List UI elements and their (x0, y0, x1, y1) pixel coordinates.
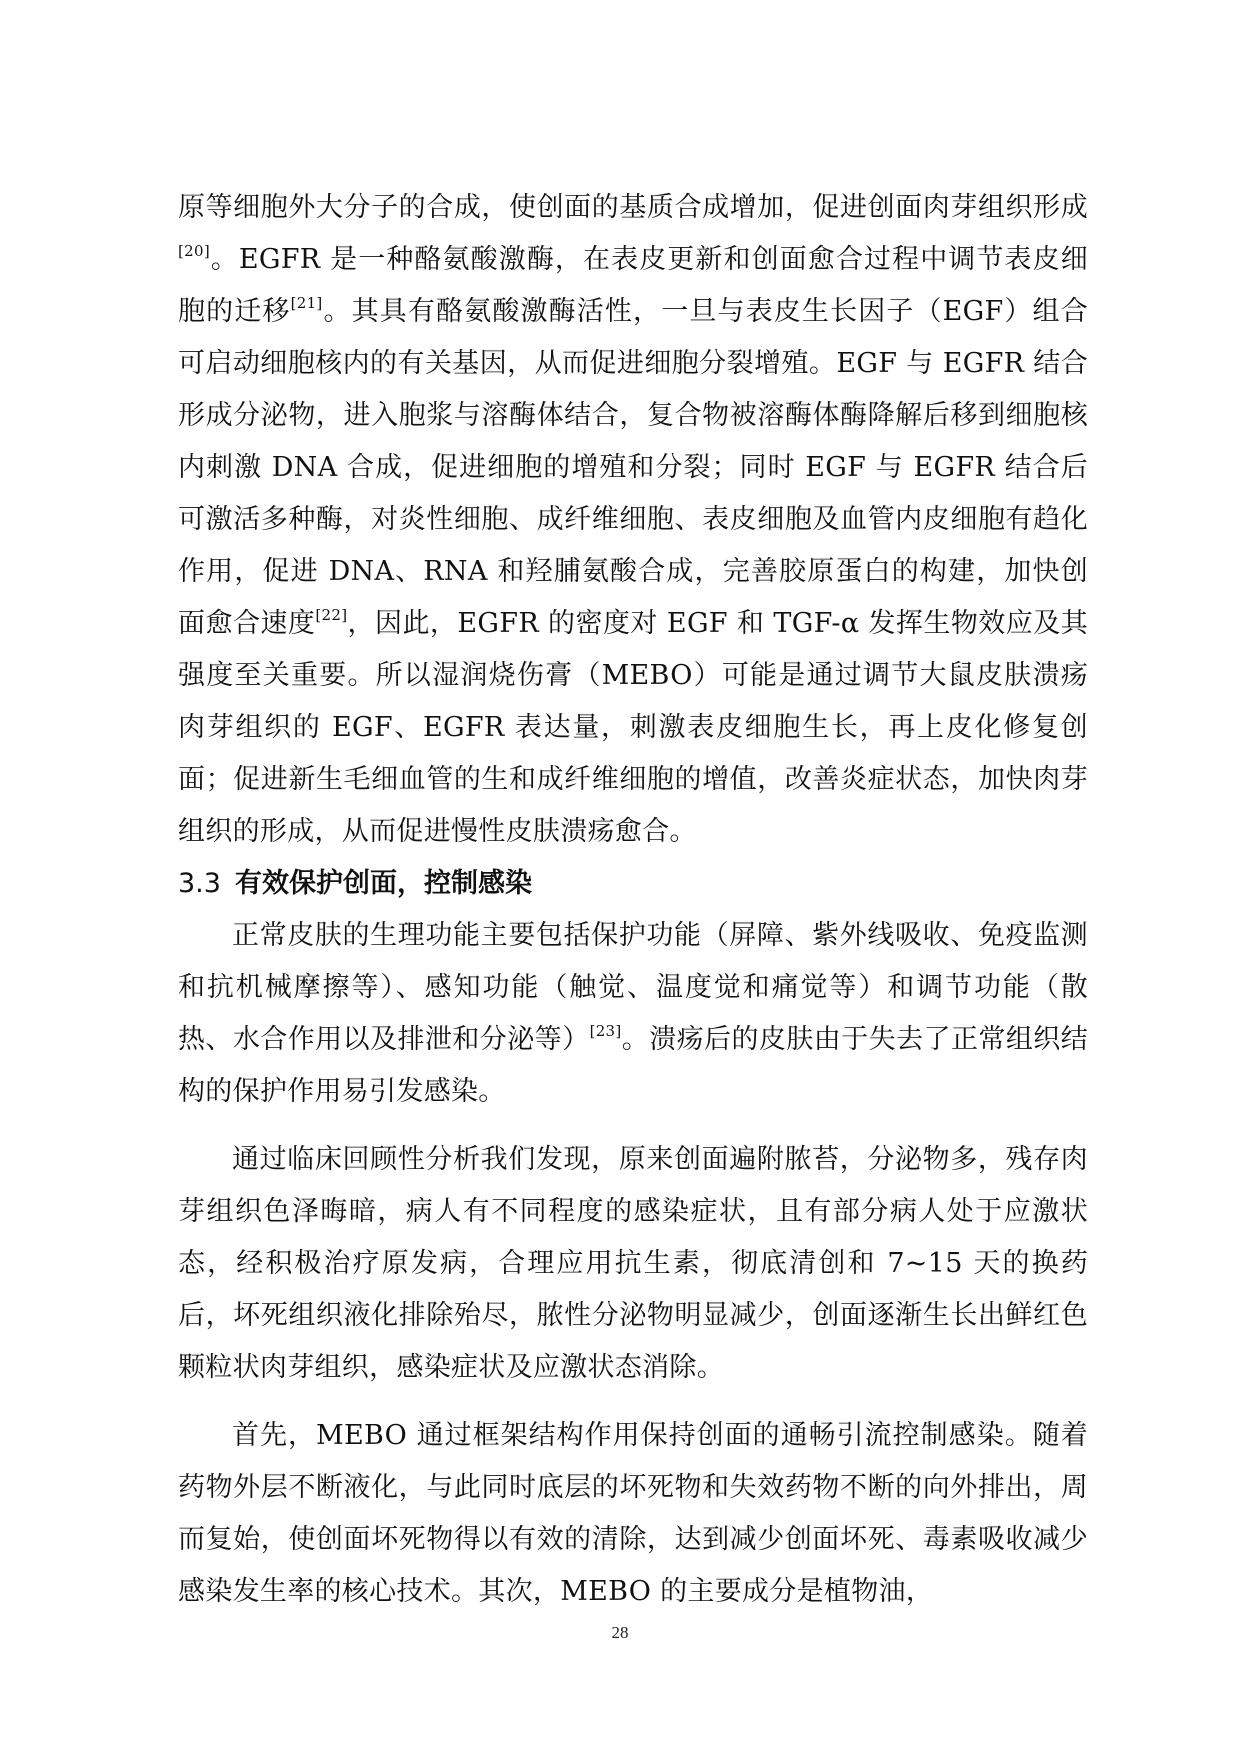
paragraph-text: 。EGFR 是一种酪氨酸激酶，在表皮更新和创面愈合过程中调节表皮细胞的迁移 (178, 244, 1088, 327)
page-body (178, 182, 1088, 1618)
citation-ref: [23] (589, 1022, 622, 1040)
paragraph-clinical-review (178, 1134, 1088, 1394)
paragraph-text: 首先，MEBO 通过框架结构作用保持创面的通畅引流控制感染。随着药物外层不断液化，与此同时底层的坏死物和失效药物不断的向外排出，周而复始，使创面坏死物得以有效的清除，达到减少创面坏死、毒素吸收减少感染发生率的核心技术。其次，MEBO 的主要成分是植物油， (178, 1420, 1088, 1607)
paragraph-text: 。溃疡后的皮肤由于失去了正常组织结构的保护作用易引发感染。 (178, 1024, 1088, 1107)
paragraph-text: 通过临床回顾性分析我们发现，原来创面遍附脓苔，分泌物多，残存肉芽组织色泽晦暗，病人有不同程度的感染症状，且有部分病人处于应激状态，经积极治疗原发病，合理应用抗生素，彻底清创和 7~15 天的换药后，坏死组织液化排除殆尽，脓性分泌物明显减少，创面逐渐生长出鲜红色颗粒状肉芽组织，感染症状及应激状态消除。 (178, 1144, 1088, 1383)
section-number: 3.3 (178, 868, 221, 899)
paragraph-text: 正常皮肤的生理功能主要包括保护功能（屏障、紫外线吸收、免疫监测和抗机械摩擦等）、感知功能（触觉、温度觉和痛觉等）和调节功能（散热、水合作用以及排泄和分泌等） (178, 920, 1088, 1055)
paragraph-text: 。其具有酪氨酸激酶活性，一旦与表皮生长因子（EGF）组合可启动细胞核内的有关基因，从而促进细胞分裂增殖。EGF 与 EGFR 结合形成分泌物，进入胞浆与溶酶体结合，复合物被溶酶体酶降解后移到细胞核内刺激 DNA 合成，促进细胞的增殖和分裂；同时 EGF 与 EGFR 结合后可激活多种酶，对炎性细胞、成纤维细胞、表皮细胞及血管内皮细胞有趋化作用，促进 DNA、RNA 和羟脯氨酸合成，完善胶原蛋白的构建，加快创面愈合速度 (178, 296, 1088, 639)
citation-ref: [21] (290, 294, 323, 312)
paragraph-text: 原等细胞外大分子的合成，使创面的基质合成增加，促进创面肉芽组织形成 (178, 192, 1088, 223)
paragraph-mebo-mechanism (178, 1410, 1088, 1618)
paragraph-skin-function (178, 910, 1088, 1118)
paragraph-text: ，因此，EGFR 的密度对 EGF 和 TGF-α 发挥生物效应及其强度至关重要。所以湿润烧伤膏（MEBO）可能是通过调节大鼠皮肤溃疡肉芽组织的 EGF、EGFR 表达量，刺激表皮细胞生长，再上皮化修复创面；促进新生毛细血管的生和成纤维细胞的增值，改善炎症状态，加快肉芽组织的形成，从而促进慢性皮肤溃疡愈合。 (178, 608, 1089, 847)
section-heading (178, 858, 1088, 910)
section-title: 有效保护创面，控制感染 (234, 868, 532, 899)
citation-ref: [20] (178, 242, 210, 260)
page-number: 28 (611, 1623, 629, 1642)
paragraph-egfr (178, 182, 1088, 858)
citation-ref: [22] (315, 606, 348, 624)
